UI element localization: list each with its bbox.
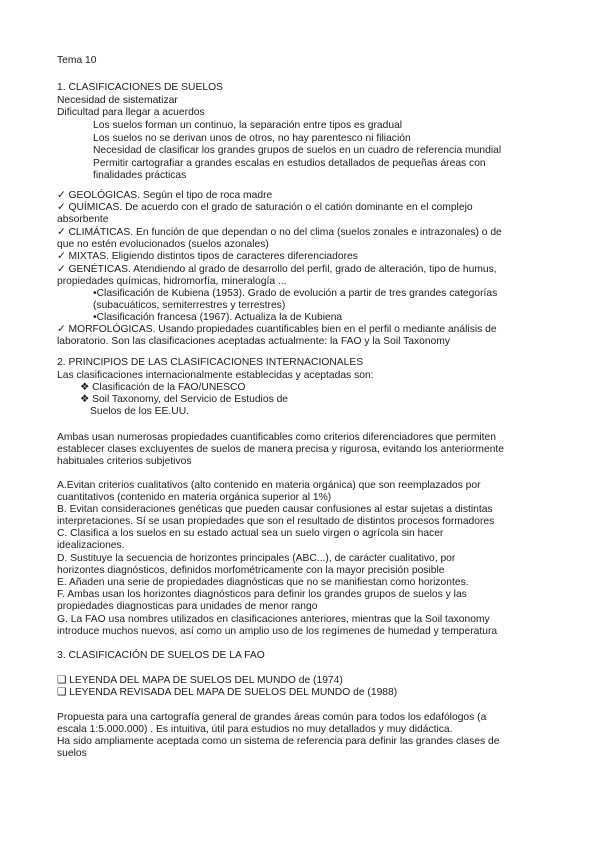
- system-item-continuation: Suelos de los EE.UU.: [90, 406, 190, 417]
- section-2-heading: 2. PRINCIPIOS DE LAS CLASIFICACIONES INTERNACIONALES: [57, 357, 364, 368]
- system-item: ❖ Soil Taxonomy, del Servicio de Estudios de: [80, 394, 289, 405]
- reason-line: Los suelos forman un continuo, la separación entre tipos es gradual: [93, 120, 403, 131]
- principle-line: B. Evitan consideraciones genéticas que pueden causar confusiones al estar sujetas a distintas: [57, 504, 493, 515]
- system-item: ❖ Clasificación de la FAO/UNESCO: [80, 382, 246, 393]
- section-3-paragraph-line: suelos: [57, 748, 87, 759]
- genetic-subitem-line: (subacuáticos, semiterrestres y terrestres): [93, 300, 286, 311]
- principle-line: propiedades diagnosticas para unidades de menor rango: [57, 601, 318, 612]
- classification-type-line: ✓ MIXTAS. Eligiendo distintos tipos de caracteres diferenciadores: [57, 251, 358, 262]
- classification-type-line: que no estén evolucionados (suelos azonales): [57, 239, 269, 250]
- classification-type-line: ✓ GEOLÓGICAS. Según el tipo de roca madre: [57, 190, 273, 201]
- principle-line: cuantitativos (contenido en materia orgánica superior al 1%): [57, 492, 332, 503]
- principle-line: horizontes diagnósticos, definidos morfométricamente con la mayor precisión posible: [57, 565, 445, 576]
- section-2-paragraph-line: Ambas usan numerosas propiedades cuantificables como criterios diferenciadores que permiten: [57, 432, 496, 443]
- principle-line: F. Ambas usan los horizontes diagnósticos para definir los grandes grupos de suelos y las: [57, 589, 467, 600]
- principle-line: idealizaciones.: [57, 540, 125, 551]
- section-1-heading: 1. CLASIFICACIONES DE SUELOS: [57, 82, 223, 93]
- section-1-intro-line: Necesidad de sistematizar: [57, 95, 178, 106]
- reason-line: Los suelos no se derivan unos de otros, no hay parentesco ni filiación: [93, 133, 411, 144]
- principle-line: D. Sustituye la secuencia de horizontes principales (ABC...), de carácter cualitativo, por: [57, 553, 456, 564]
- section-2-paragraph-line: habituales criterios subjetivos: [57, 456, 192, 467]
- genetic-subitem-line: •Clasificación francesa (1967). Actualiza la de Kubiena: [93, 312, 343, 323]
- morphological-line: ✓ MORFOLÓGICAS. Usando propiedades cuantificables bien en el perfil o mediante análisis de: [57, 324, 497, 335]
- genetic-subitem-line: •Clasificación de Kubiena (1953). Grado de evolución a partir de tres grandes categorías: [93, 288, 498, 299]
- classification-type-line: ✓ GENÉTICAS. Atendiendo al grado de desarrollo del perfil, grado de alteración, tipo de humus,: [57, 264, 497, 275]
- section-3-paragraph-line: Propuesta para una cartografía general de grandes áreas común para todos los edafólogos (a: [57, 712, 487, 723]
- classification-type-line: propiedades químicas, hidromorfía, mineralogía ...: [57, 276, 287, 287]
- principle-line: E. Añaden una serie de propiedades diagnósticas que no se manifiestan como horizontes.: [57, 577, 469, 588]
- principle-line: C. Clasifica a los suelos en su estado actual sea un suelo virgen o agrícola sin hacer: [57, 528, 444, 539]
- reason-line: finalidades prácticas: [93, 170, 187, 181]
- section-3-heading: 3. CLASIFICACIÓN DE SUELOS DE LA FAO: [57, 650, 265, 661]
- principle-line: interpretaciones. Sí se usan propiedades que son el resultado de distintos procesos formadores: [57, 516, 495, 527]
- section-2-intro: Las clasificaciones internacionalmente establecidas y aceptadas son:: [57, 370, 374, 381]
- page-header: Tema 10: [57, 55, 97, 66]
- reason-line: Permitir cartografiar a grandes escalas en estudios detallados de pequeñas áreas con: [93, 158, 486, 169]
- principle-line: A.Evitan criterios cualitativos (alto contenido en materia orgánica) que son reemplazados por: [57, 480, 481, 491]
- section-1-intro-line: Dificultad para llegar a acuerdos: [57, 107, 205, 118]
- section-2-paragraph-line: establecer clases excluyentes de suelos de manera precisa y rigurosa, evitando los anteriormente: [57, 444, 505, 455]
- section-3-paragraph-line: escala 1:5.000.000) . Es intuitiva, útil para estudios no muy detallados y muy didáctica.: [57, 724, 453, 735]
- classification-type-line: absorbente: [57, 214, 109, 225]
- section-3-paragraph-line: Ha sido ampliamente aceptada como un sistema de referencia para definir las grandes clases de: [57, 736, 500, 747]
- legend-item: ❑ LEYENDA REVISADA DEL MAPA DE SUELOS DEL MUNDO de (1988): [57, 687, 398, 698]
- classification-type-line: ✓ CLIMÁTICAS. En función de que dependan o no del clima (suelos zonales e intrazonales) o de: [57, 227, 502, 238]
- classification-type-line: ✓ QUÍMICAS. De acuerdo con el grado de saturación o el catión dominante en el complejo: [57, 202, 473, 213]
- principle-line: G. La FAO usa nombres utilizados en clasificaciones anteriores, mientras que la Soil taxonomy: [57, 614, 490, 625]
- legend-item: ❑ LEYENDA DEL MAPA DE SUELOS DEL MUNDO de (1974): [57, 675, 343, 686]
- reason-line: Necesidad de clasificar los grandes grupos de suelos en un cuadro de referencia mundial: [93, 145, 502, 156]
- morphological-line: laboratorio. Son las clasificaciones aceptadas actualmente: la FAO y la Soil Taxonomy: [57, 336, 451, 347]
- principle-line: introduce muchos nuevos, así como un amplio uso de los regímenes de humedad y temperatura: [57, 626, 498, 637]
